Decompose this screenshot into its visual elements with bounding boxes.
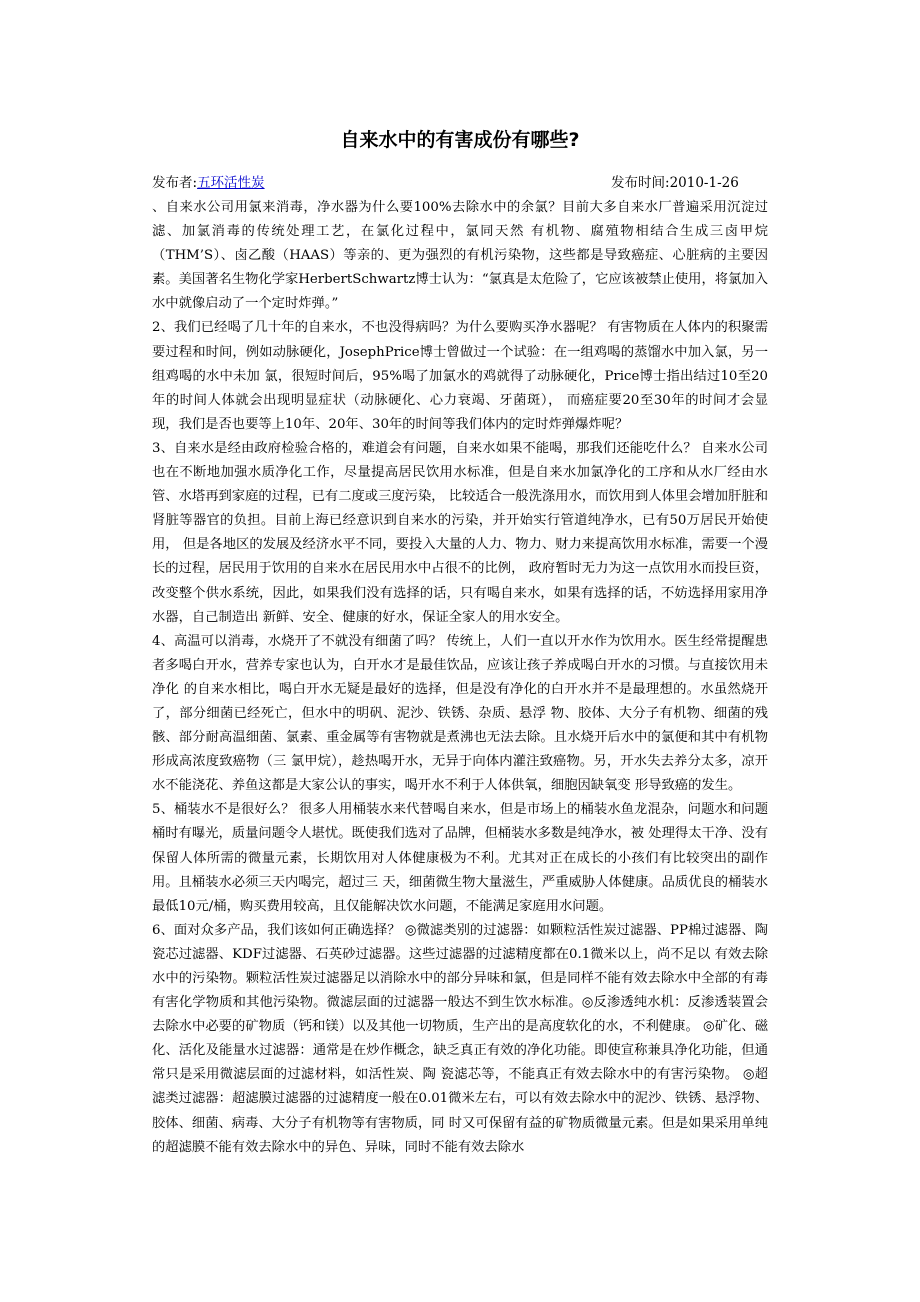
paragraph-3: 3、自来水是经由政府检验合格的，难道会有问题，自来水如果不能喝，那我们还能吃什么？ 自来水公司也在不断地加强水质净化工作，尽量提高居民饮用水标准，但是自来水加氯净化的工序和从水厂经由水管、水塔再到家庭的过程，已有二度或三度污染， 比较适合一般洗涤用水，而饮用到人体里会增加肝脏和肾脏等器官的负担。目前上海已经意识到自来水的污染，并开始实行管道纯净水，已有50万居民开始使用， 但是各地区的发展及经济水平不同，要投入大量的人力、物力、财力来提高饮用水标准，需要一个漫长的过程，居民用于饮用的自来水在居民用水中占很不的比例， 政府暂时无力为这一点饮用水而投巨资，改变整个供水系统，因此，如果我们没有选择的话，只有喝自来水，如果有选择的话，不妨选择用家用净水器，自己制造出 新鲜、安全、健康的好水，保证全家人的用水安全。 [152, 440, 768, 625]
publisher-info [152, 171, 265, 195]
publish-date: 2010-1-26 [669, 175, 739, 191]
publisher-link[interactable]: 五环活性炭 [197, 175, 265, 191]
article-meta [152, 171, 768, 195]
article-body [152, 196, 768, 1160]
article-title: 自来水中的有害成份有哪些? [340, 129, 580, 151]
paragraph-1: 、自来水公司用氯来消毒，净水器为什么要100%去除水中的余氯？目前大多自来水厂普遍采用沉淀过滤、加氯消毒的传统处理工艺，在氯化过程中，氯同天然 有机物、腐殖物相结合生成三卤甲烷（THM’S）、卤乙酸（HAAS）等亲的、更为强烈的有机污染物，这些都是导致癌症、心脏病的主要因素。美国著名生物化学家HerbertSchwartz博士认为：“氯真是太危险了，它应该被禁止使用，将氯加入水中就像启动了一个定时炸弹。” [152, 200, 768, 312]
date-label: 发布时间: [611, 175, 670, 191]
publisher-label: 发布者: [152, 175, 198, 191]
paragraph-2: 2、我们已经喝了几十年的自来水，不也没得病吗？为什么要购买净水器呢？ 有害物质在人体内的积聚需要过程和时间，例如动脉硬化，JosephPrice博士曾做过一个试验：在一组鸡喝的蒸馏水中加入氯，另一组鸡喝的水中未加 氯，很短时间后，95%喝了加氯水的鸡就得了动脉硬化，Price博士指出结过10至20年的时间人体就会出现明显症状（动脉硬化、心力衰竭、牙菌斑）， 而癌症要20至30年的时间才会显现，我们是否也要等上10年、20年、30年的时间等我们体内的定时炸弹爆炸呢？ [152, 320, 768, 432]
paragraph-4: 4、高温可以消毒，水烧开了不就没有细菌了吗？ 传统上，人们一直以开水作为饮用水。医生经常提醒患者多喝白开水，营养专家也认为，白开水才是最佳饮品，应该让孩子养成喝白开水的习惯。与直接饮用未净化 的自来水相比，喝白开水无疑是最好的选择，但是没有净化的白开水并不是最理想的。水虽然烧开了，部分细菌已经死亡，但水中的明矾、泥沙、铁锈、杂质、悬浮 物、胶体、大分子有机物、细菌的残骸、部分耐高温细菌、氯素、重金属等有害物就是煮沸也无法去除。且水烧开后水中的氯便和其中有机物形成高浓度致癌物（三 氯甲烷），趁热喝开水，无异于向体内灌注致癌物。另，开水失去养分太多，凉开水不能浇花、养鱼这都是大家公认的事实，喝开水不利于人体供氧，细胞因缺氧变 形导致癌的发生。 [152, 633, 768, 794]
paragraph-5: 5、桶装水不是很好么？ 很多人用桶装水来代替喝自来水，但是市场上的桶装水鱼龙混杂，问题水和问题桶时有曝光，质量问题令人堪忧。既使我们选对了品牌，但桶装水多数是纯净水，被 处理得太干净、没有保留人体所需的微量元素，长期饮用对人体健康极为不利。尤其对正在成长的小孩们有比较突出的副作用。且桶装水必须三天内喝完，超过三 天，细菌微生物大量滋生，严重威胁人体健康。品质优良的桶装水最低10元/桶，购买费用较高，且仅能解决饮水问题，不能满足家庭用水问题。 [152, 802, 768, 914]
publish-date-info [611, 171, 739, 195]
paragraph-6: 6、面对众多产品，我们该如何正确选择？ ◎微滤类别的过滤器：如颗粒活性炭过滤器、PP棉过滤器、陶瓷芯过滤器、KDF过滤器、石英砂过滤器。这些过滤器的过滤精度都在0.1微米以上，尚不足以 有效去除水中的污染物。颗粒活性炭过滤器足以消除水中的部分异味和氯，但是同样不能有效去除水中全部的有毒有害化学物质和其他污染物。微滤层面的过滤器一般达不到生饮水标准。◎反渗透纯水机：反渗透装置会去除水中必要的矿物质（钙和镁）以及其他一切物质，生产出的是高度软化的水，不利健康。 ◎矿化、磁化、活化及能量水过滤器：通常是在炒作概念，缺乏真正有效的净化功能。即使宣称兼具净化功能，但通常只是采用微滤层面的过滤材料，如活性炭、陶 瓷滤芯等，不能真正有效去除水中的有害污染物。 ◎超滤类过滤器：超滤膜过滤器的过滤精度一般在0.01微米左右，可以有效去除水中的泥沙、铁锈、悬浮物、胶体、细菌、病毒、大分子有机物等有害物质，同 时又可保留有益的矿物质微量元素。但是如果采用单纯的超滤膜不能有效去除水中的异色、异味，同时不能有效去除水 [152, 922, 768, 1155]
